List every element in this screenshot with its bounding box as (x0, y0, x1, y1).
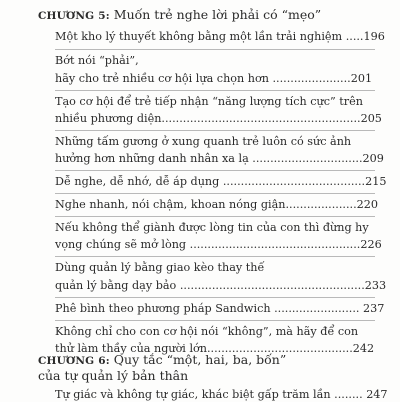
toc-entry-3-line2[interactable]: nhiều phương diện........................................................205 (55, 112, 382, 125)
toc-entry-4-line2[interactable]: hưởng hơn những danh nhân xa lạ ...............................209 (55, 152, 384, 165)
toc-entry-2-line2[interactable]: hãy cho trẻ nhiều cơ hội lựa chọn hơn ......................201 (55, 72, 373, 85)
toc-entry-6[interactable]: Nghe nhanh, nói chậm, khoan nóng giận....................220 (55, 198, 378, 211)
toc-entry-2-line1[interactable]: Bớt nói “phải”, (55, 54, 139, 67)
toc-divider (55, 49, 375, 50)
toc-entry-4-line1[interactable]: Những tấm gương ở xung quanh trẻ luôn có sức ảnh (55, 135, 352, 148)
toc-entry-5[interactable]: Dễ nghe, dễ nhớ, dễ áp dụng ........................................215 (55, 175, 387, 188)
chapter-5-title: Muốn trẻ nghe lời phải có “mẹo” (113, 7, 322, 22)
toc-divider (55, 320, 375, 321)
toc-entry-7-line2[interactable]: vọng chúng sẽ mở lòng ................................................226 (55, 238, 382, 251)
toc-entry-10-line2[interactable]: thử làm thầy của người lớn.........................................242 (55, 342, 375, 355)
chapter-5-heading (38, 6, 321, 25)
chapter-6-label: CHƯƠNG 6: (38, 355, 110, 367)
toc-divider (55, 170, 375, 171)
toc-entry-1[interactable]: Một kho lý thuyết không bằng một lần trải nghiệm .....196 (55, 30, 385, 43)
toc-entry-9[interactable]: Phê bình theo phương pháp Sandwich ........................ 237 (55, 302, 385, 315)
toc-divider (55, 256, 375, 257)
toc-entry-11[interactable]: Tự giác và không tự giác, khác biệt gấp trăm lần ........ 247 (55, 388, 388, 401)
chapter-6-title-line2: của tự quản lý bản thân (38, 368, 189, 383)
toc-entry-3-line1[interactable]: Tạo cơ hội để trẻ tiếp nhận “năng lượng tích cực” trên (55, 95, 363, 108)
toc-entry-8-line2[interactable]: quản lý bằng dạy bảo ....................................................233 (55, 279, 387, 292)
chapter-5-label: CHƯƠNG 5: (38, 10, 110, 22)
toc-divider (55, 193, 375, 194)
toc-divider (55, 297, 375, 298)
toc-divider (55, 90, 375, 91)
toc-divider (55, 130, 375, 131)
chapter-6-title: Quy tắc “một, hai, ba, bốn” (113, 352, 287, 367)
toc-entry-7-line1[interactable]: Nếu không thể giành được lòng tin của con thì đừng hy (55, 221, 369, 234)
toc-divider (55, 216, 375, 217)
toc-entry-8-line1[interactable]: Dùng quản lý bằng giao kèo thay thế (55, 261, 265, 274)
toc-entry-10-line1[interactable]: Không chỉ cho con cơ hội nói “không”, mà hãy để con (55, 325, 359, 338)
